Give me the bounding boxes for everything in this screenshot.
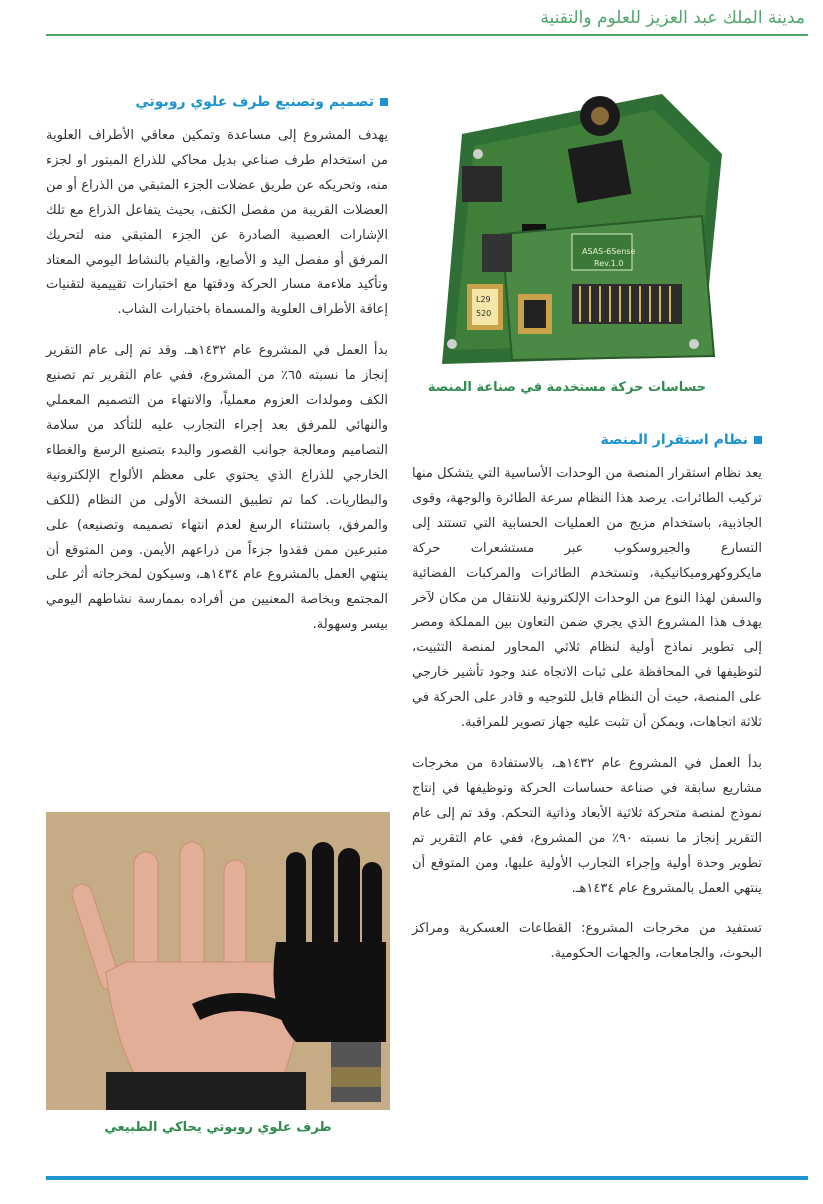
- board-caption: حساسات حركة مستخدمة في صناعة المنصة: [427, 380, 707, 395]
- paragraph: بدأ العمل في المشروع عام ١٤٣٢هـ، بالاستفادة من مخرجات مشاريع سابقة في صناعة حساسات الحركة وتوظيفها في إنتاج نموذج لمنصة متحركة ثلاثية الأبعاد وذاتية التحكم. وقد تم إلى عام التقرير إنجاز ما نسبته ٩٠٪ من المشروع، ففي عام التقرير تم تطوير وحدة أولية وإجراء التجارب الأولية عليها، ومن المتوقع أن ينتهي العمل بالمشروع عام ١٤٣٤هـ.: [412, 755, 763, 896]
- heading-bullet-icon: [754, 436, 762, 444]
- paragraph: يعد نظام استقرار المنصة من الوحدات الأساسية التي يتشكل منها تركيب الطائرات. يرصد هذا النظام سرعة الطائرة والوجهة، وقوى الجاذبية، باستخدام مزيج من العمليات الحسابية التي تستند إلى التسارع والجيروسكوب عبر مستشعرات حركة مايكروكهروميكانيكية، وتستخدم الطائرات والمركبات الفضائية والسفن لهذا النوع من الوحدات الإلكترونية للانتقال من مكان لآخر يهدف هذا المشروع الذي يجري ضمن التعاون بين المملكة ومصر إلى تطوير نماذج أولية لنظام ثلاثي المحاور لمنصة التثبيت، لتوظيفها في المحافظة على ثبات الاتجاه عند وجود تأشير خارجي على المنصة، حيث أن النظام قابل للتوجيه و قادر على الحركة في ثلاثة اتجاهات، ويمكن أن تثبت عليه جهاز تصوير للمراقبة.: [412, 466, 762, 731]
- heading-bullet-icon: [380, 98, 388, 106]
- circuit-board-image: [422, 94, 722, 366]
- chip-label: 520: [476, 309, 492, 318]
- chip-label: L29: [476, 295, 491, 304]
- section-heading-platform: [412, 432, 762, 448]
- hand-caption: طرف علوي روبوتي يحاكي الطبيعي: [104, 1120, 332, 1135]
- paragraph: بدأ العمل في المشروع عام ١٤٣٢هـ. وقد تم إلى عام التقرير إنجاز ما نسبته ٦٥٪ من المشروع، ففي عام التقرير تم تصنيع الكف ومولدات العزوم معملياً، والانتهاء من التصميم المعملي والنهائي للمرفق بعد إجراء التجارب عليه للتأكد من سلامة التصاميم ومعالجة جوانب القصور والبدء بتصنيع الرسغ والغطاء الخارجي للذراع الذي يحتوي على معظم الألواح الإلكترونية والبطاريات. كما تم تطبيق النسخة الأولى من النظام (للكف والمرفق، باستثناء الرسغ لعدم انتهاء تصميمه وتصنيعه) على متبرعين ممن فقدوا جزءاً من ذراعهم الأيمن. ومن المتوقع أن ينتهي العمل بالمشروع عام ١٤٣٤هـ، وسيكون لمخرجاته أثر على المجتمع وبخاصة المعنيين من أفراده بممارسة نشاطهم اليومي بيسر وسهولة.: [46, 343, 388, 633]
- board-silk-label: ASAS-6Sense: [582, 247, 636, 256]
- section-platform-stability: [412, 432, 762, 983]
- paragraph: تستفيد من مخرجات المشروع: القطاعات العسكرية ومراكز البحوث، والجامعات، والجهات الحكومية.: [412, 921, 762, 962]
- header-title: مدينة الملك عبد العزيز للعلوم والتقنية: [540, 8, 805, 28]
- footer-divider: [46, 1176, 808, 1180]
- section-heading-robotic-arm: [46, 94, 388, 110]
- section-robotic-arm: [46, 94, 388, 654]
- paragraph: يهدف المشروع إلى مساعدة وتمكين معاقي الأطراف العلوية من استخدام طرف صناعي بديل محاكي للذراع المبتور او لجزء منه، وتحريكه عن طريق عضلات الجزء المتبقي من الذراع أو من العضلات القريبة من مفصل الكتف، بحيث يتفاعل الذراع مع تلك الإشارات العصبية الصادرة عن الجزء المتبقي منه لتحريك المرفق أو مفصل اليد و الأصابع، والقيام بالنشاط اليومي المعتاد وتأكيد ملاءمة مسار الحركة ودقتها مع اختبارات تقييمية لتقنيات إعاقة الأطراف العلوية والمسماة باختبارات الشاب.: [46, 128, 388, 318]
- header-divider: [46, 34, 808, 36]
- board-silk-label: Rev.1.0: [594, 259, 624, 268]
- section-heading-text: تصميم وتصنيع طرف علوي روبوتي: [135, 94, 374, 110]
- section-heading-text: نظام استقرار المنصة: [600, 432, 748, 448]
- robotic-hand-image: [46, 812, 390, 1110]
